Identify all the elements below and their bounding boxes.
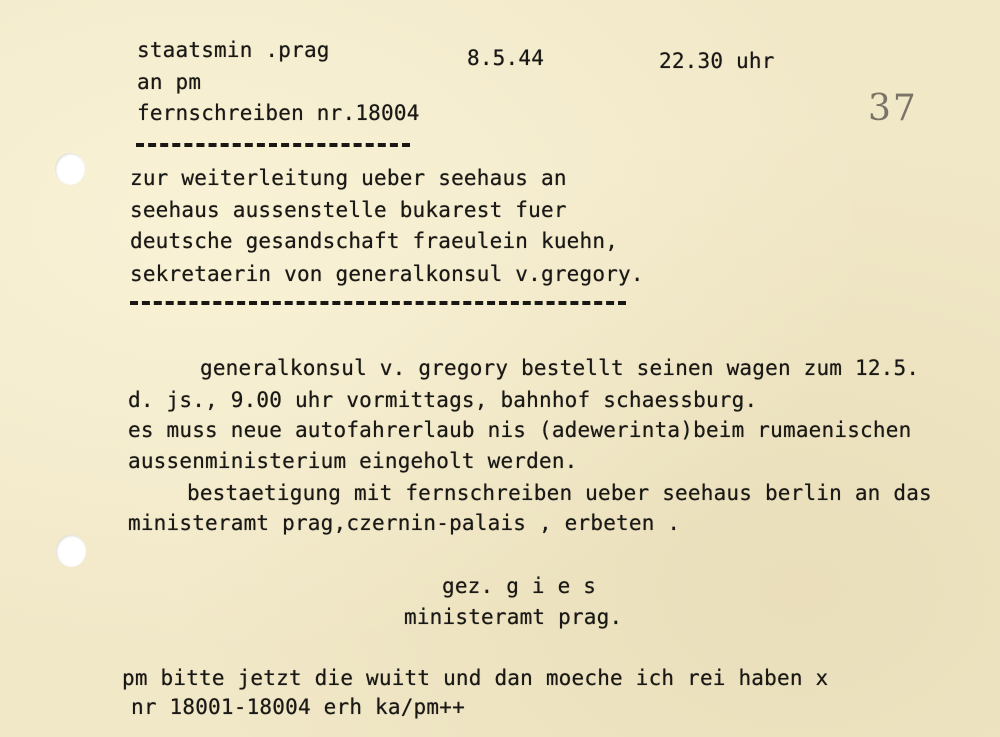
body-line: ministeramt prag,czernin-palais , erbeten . <box>128 511 681 535</box>
body-line: aussenministerium eingeholt werden. <box>128 449 578 473</box>
forwarding-divider <box>130 301 626 305</box>
forwarding-line: sekretaerin von generalkonsul v.gregory. <box>130 262 644 286</box>
forwarding-line: zur weiterleitung ueber seehaus an <box>130 166 567 190</box>
footer-line: pm bitte jetzt die wuitt und dan moeche ich rei haben x <box>122 666 829 690</box>
body-line: es muss neue autofahrerlaub nis (adewerinta)beim rumaenischen <box>128 418 912 442</box>
sender-line: staatsmin .prag <box>137 38 330 62</box>
page-number: 37 <box>868 88 918 129</box>
body-line: generalkonsul v. gregory bestellt seinen wagen zum 12.5. <box>200 356 920 380</box>
recipient-line: an pm <box>137 70 202 94</box>
punch-hole-bottom <box>56 535 86 567</box>
forwarding-line: seehaus aussenstelle bukarest fuer <box>130 198 567 222</box>
footer-line: nr 18001-18004 erh ka/pm++ <box>131 695 465 719</box>
time-line: 22.30 uhr <box>659 49 775 73</box>
forwarding-line: deutsche gesandschaft fraeulein kuehn, <box>130 229 619 253</box>
telex-number-line: fernschreiben nr.18004 <box>137 101 420 125</box>
body-line: bestaetigung mit fernschreiben ueber seehaus berlin an das <box>187 481 932 505</box>
header-divider <box>136 143 410 147</box>
date-line: 8.5.44 <box>467 46 545 70</box>
signature-line: gez. g i e s <box>442 574 597 598</box>
body-line: d. js., 9.00 uhr vormittags, bahnhof schaessburg. <box>128 388 758 412</box>
punch-hole-top <box>55 153 85 185</box>
office-line: ministeramt prag. <box>404 605 623 629</box>
